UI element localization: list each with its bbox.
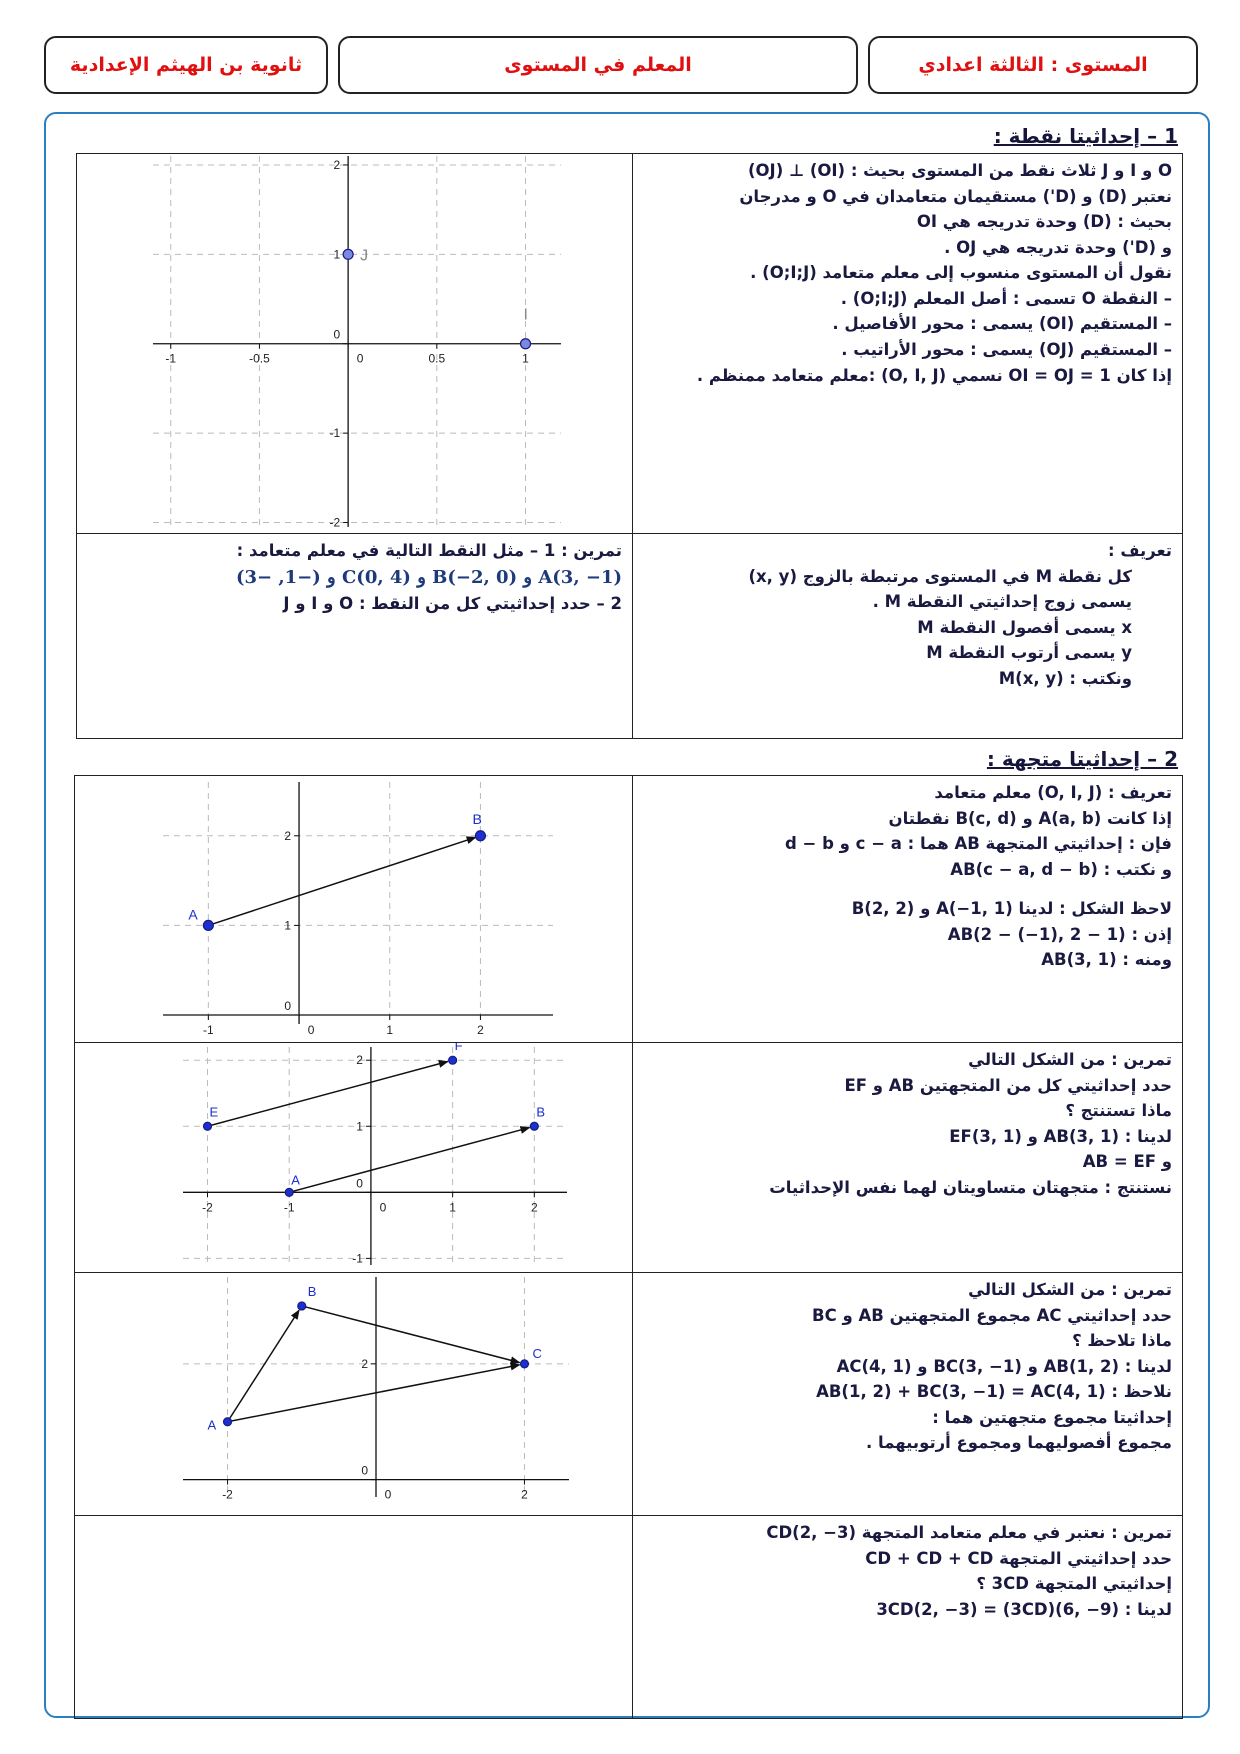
definition-line3: x يسمى أفصول النقطة M [917, 617, 1132, 637]
row3-line6: إحداثيتا مجموع متجهتين هما : [932, 1407, 1172, 1427]
y-tick-label: -2 [329, 515, 341, 529]
row3-line5: نلاحظ : AB(1, 2) + BC(3, −1) = AC(4, 1) [816, 1382, 1172, 1402]
vector-arrow-BC [302, 1306, 520, 1363]
point-label-E: E [209, 1104, 219, 1120]
x-tick-label: -1 [203, 1023, 214, 1038]
row2-line1: تمرين : من الشكل التالي [968, 1050, 1172, 1069]
point-label-B: B [472, 810, 482, 827]
row4-line2: حدد إحداثيتي المتجهة CD + CD + CD [865, 1548, 1172, 1568]
row3-line7: مجموع أفصوليهما ومجموع أرتوبيهما . [866, 1433, 1172, 1453]
text-line [641, 857, 1172, 883]
text-line [641, 780, 1172, 806]
text-line [641, 615, 1172, 641]
text-line [641, 666, 1172, 692]
text-line [85, 591, 622, 617]
line5-text: نقول أن المستوى منسوب إلى معلم متعامد (O;I;J) . [750, 263, 1172, 283]
level-label: المستوى : الثالثة اعدادي [918, 54, 1148, 76]
text-line [641, 1571, 1172, 1597]
row3-line3: ماذا تلاحظ ؟ [1072, 1331, 1172, 1351]
text-line [641, 311, 1172, 337]
exercise1-line1: تمرين : 1 – مثل النقط التالية في معلم متعامد : [236, 541, 622, 560]
vector-definition-cell [633, 776, 1183, 1043]
row3-line2: حدد إحداثيتي AC مجموع المتجهتين AB و BC [812, 1305, 1172, 1325]
x-tick-label: 0 [307, 1023, 315, 1038]
vectors-ab-ef-graph [75, 1043, 633, 1268]
text-line [641, 831, 1172, 857]
text-line [641, 1430, 1172, 1456]
vector-sum-graph [75, 1273, 633, 1511]
point-label-A: A [207, 1417, 217, 1433]
text-line [641, 1328, 1172, 1354]
vector-arrow-AC [228, 1365, 520, 1422]
text-line [641, 158, 1172, 184]
text-line [641, 1175, 1172, 1201]
definition-title: تعريف : [1108, 541, 1172, 560]
section1-text [633, 154, 1182, 392]
point-F [449, 1056, 457, 1064]
section1-text-cell [633, 154, 1183, 534]
point-label-I: I [523, 306, 528, 324]
row2-line2: حدد إحداثيتي كل من المتجهتين AB و EF [844, 1075, 1172, 1095]
line3-text: بحيث : (D) وحدة تدريجه هي OI [916, 212, 1172, 232]
x-tick-label: -1 [283, 1200, 295, 1215]
text-line [641, 947, 1172, 973]
text-line [641, 1047, 1172, 1073]
point-label-C: C [532, 1345, 542, 1361]
vector-sum-graph-cell [75, 1273, 633, 1516]
text-line [641, 363, 1172, 389]
point-label-J: J [360, 247, 369, 265]
definition-line1: كل نقطة M في المستوى مرتبطة بالزوج (x, y) [748, 566, 1132, 586]
y-tick-label: -1 [352, 1251, 363, 1266]
text-line [85, 538, 622, 564]
exercise1-cell [77, 534, 633, 739]
x-tick-label: 2 [477, 1023, 484, 1038]
vector-definition-text [633, 776, 1182, 977]
section2-heading: 2 – إحداثيتا متجهة : [986, 747, 1178, 771]
coordinate-plane-graph [77, 154, 633, 529]
text-line [85, 564, 622, 592]
text-line [641, 806, 1172, 832]
point-A [224, 1418, 232, 1426]
x-tick-label: 0 [379, 1200, 387, 1215]
x-tick-label: -1 [165, 351, 177, 366]
text-line [641, 1354, 1172, 1380]
text-line [641, 640, 1172, 666]
y-tick-label: 0 [284, 999, 292, 1014]
text-line [641, 1597, 1172, 1623]
line8-text: – المستقيم (OJ) يسمى : محور الأراتيب . [841, 339, 1172, 359]
point-label-B: B [307, 1283, 317, 1299]
row1-line4: و نكتب : AB(c − a, d − b) [950, 859, 1172, 879]
y-tick-label: 1 [284, 918, 292, 933]
vector-ab-graph [75, 776, 633, 1038]
y-tick-label: 2 [356, 1053, 363, 1068]
vector-arrow-AB [208, 837, 475, 925]
y-tick-label: 2 [284, 828, 292, 843]
line9-text: إذا كان OI = OJ = 1 نسمي (O, I, J) :معلم متعامد ممنظم . [696, 365, 1172, 385]
definition-line4: y يسمى أرتوب النقطة M [926, 643, 1132, 663]
row2-line6: نستنتج : متجهتان متساويتان لهما نفس الإحداثيات [769, 1177, 1172, 1197]
point-E [204, 1122, 212, 1130]
row4-line4: لدينا : 3CD(2, −3) = (3CD)(6, −9) [876, 1599, 1172, 1619]
exercise2-text [633, 1043, 1182, 1204]
point-C [520, 1360, 528, 1368]
vector-ab-graph-cell [75, 776, 633, 1043]
point-label-F: F [454, 1043, 463, 1054]
point-J [343, 249, 353, 259]
x-tick-label: -2 [222, 1487, 233, 1502]
text-line [641, 1149, 1172, 1175]
x-tick-label: 0 [384, 1487, 392, 1502]
text-line [641, 538, 1172, 564]
text-line [641, 1379, 1172, 1405]
point-B [298, 1302, 306, 1310]
vector-arrow-AB [289, 1128, 529, 1193]
y-tick-label: 2 [361, 1356, 368, 1371]
text-line [641, 235, 1172, 261]
definition-line5: ونكتب : M(x, y) [998, 668, 1132, 688]
text-line [641, 184, 1172, 210]
text-line [641, 564, 1172, 590]
row2-line5: و AB = EF [1082, 1152, 1172, 1172]
point-I [521, 339, 531, 349]
y-tick-label: 1 [356, 1119, 363, 1134]
row2-line4: لدينا : AB(3, 1) و EF(3, 1) [949, 1126, 1172, 1146]
line1-text: O و I و J ثلاث نقط من المستوى بحيث : (OI) ⊥ (OJ) [747, 161, 1172, 180]
level-box [868, 36, 1198, 94]
line2-text: نعتبر (D) و (D') مستقيمان متعامدان في O و مدرجان [739, 186, 1172, 206]
section2-table [74, 775, 1183, 1719]
row3-line1: تمرين : من الشكل التالي [968, 1280, 1172, 1299]
x-tick-label: -0.5 [249, 351, 270, 366]
text-line [641, 1073, 1172, 1099]
row1-line2: إذا كانت A(a, b) و B(c, d) نقطتان [888, 808, 1172, 828]
definition-text [633, 534, 1182, 695]
text-line [641, 1405, 1172, 1431]
vector-arrow-AB [228, 1310, 300, 1422]
y-tick-label: 2 [333, 157, 341, 172]
point-label-A: A [291, 1172, 300, 1188]
section1-table [76, 153, 1183, 739]
x-tick-label: 2 [521, 1487, 528, 1502]
exercise1-text [77, 534, 632, 621]
row1-line5: لاحظ الشكل : لدينا A(−1, 1) و B(2, 2) [851, 899, 1172, 919]
exercise1-line2: A(3, −1) و B(−2, 0) و C(0, 4) و (−1, −3) [235, 566, 622, 588]
definition-cell [633, 534, 1183, 739]
text-line [641, 1303, 1172, 1329]
line6-text: – النقطة O تسمى : أصل المعلم (O;I;J) . [840, 288, 1172, 308]
school-name: ثانوية بن الهيثم الإعدادية [69, 54, 303, 76]
text-line [641, 1277, 1172, 1303]
title-box [338, 36, 858, 94]
point-label-A: A [188, 906, 198, 923]
y-tick-label: 0 [361, 1463, 368, 1478]
exercise3-cell [633, 1273, 1183, 1516]
exercise2-cell [633, 1043, 1183, 1273]
definition-line2: يسمى زوج إحداثيتي النقطة M . [872, 592, 1132, 612]
x-tick-label: 0.5 [428, 351, 446, 366]
point-A [285, 1188, 293, 1196]
y-tick-label: -1 [329, 426, 341, 441]
text-line [641, 922, 1172, 948]
x-tick-label: 2 [530, 1200, 538, 1215]
row2-line3: ماذا تستنتج ؟ [1065, 1101, 1172, 1121]
text-line [641, 1098, 1172, 1124]
row3-line4: لدينا : AB(1, 2) و BC(3, −1) و AC(4, 1) [836, 1356, 1172, 1376]
page-title: المعلم في المستوى [504, 54, 692, 76]
point-label-B: B [536, 1104, 545, 1120]
y-tick-label: 0 [333, 327, 341, 342]
x-tick-label: 1 [522, 351, 529, 366]
row1-line6: إذن : AB(2 − (−1), 2 − 1) [947, 924, 1172, 944]
y-tick-label: 1 [333, 247, 341, 262]
empty-cell [75, 1516, 633, 1719]
text-line [641, 589, 1172, 615]
text-line [641, 896, 1172, 922]
line4-text: و (D') وحدة تدريجه هي OJ . [944, 237, 1172, 257]
school-box [44, 36, 328, 94]
text-line [641, 1520, 1172, 1546]
section1-graph-cell [77, 154, 633, 534]
exercise1-line3: 2 – حدد إحداثيتي كل من النقط : O و I و J [283, 594, 622, 614]
x-tick-label: -2 [202, 1200, 213, 1215]
line7-text: – المستقيم (OI) يسمى : محور الأفاصيل . [832, 314, 1172, 334]
row1-line7: ومنه : AB(3, 1) [1041, 950, 1172, 970]
row1-line1: تعريف : (O, I, J) معلم متعامد [934, 783, 1172, 802]
point-A [203, 920, 213, 930]
section1-heading: 1 – إحداثيتا نقطة : [993, 124, 1178, 148]
text-line [641, 286, 1172, 312]
text-line [641, 1546, 1172, 1572]
text-line [641, 209, 1172, 235]
vector-arrow-EF [208, 1062, 448, 1127]
point-B [475, 831, 485, 841]
x-tick-label: 1 [449, 1200, 456, 1215]
row4-line1: تمرين : نعتبر في معلم متعامد المتجهة CD(2, −3) [766, 1523, 1172, 1542]
text-line [641, 260, 1172, 286]
exercise4-text [633, 1516, 1182, 1626]
x-tick-label: 0 [356, 351, 364, 366]
spacer [641, 882, 1172, 896]
x-tick-label: 1 [386, 1023, 394, 1038]
text-line [641, 337, 1172, 363]
y-tick-label: 0 [356, 1176, 363, 1191]
text-line [641, 1124, 1172, 1150]
exercise3-text [633, 1273, 1182, 1460]
row1-line3: فإن : إحداثيتي المتجهة AB هما : c − a و d − b [784, 834, 1172, 854]
exercise4-cell [633, 1516, 1183, 1719]
point-B [530, 1122, 538, 1130]
row4-line3: إحداثيتي المتجهة 3CD ؟ [976, 1574, 1172, 1594]
vector-ef-graph-cell [75, 1043, 633, 1273]
